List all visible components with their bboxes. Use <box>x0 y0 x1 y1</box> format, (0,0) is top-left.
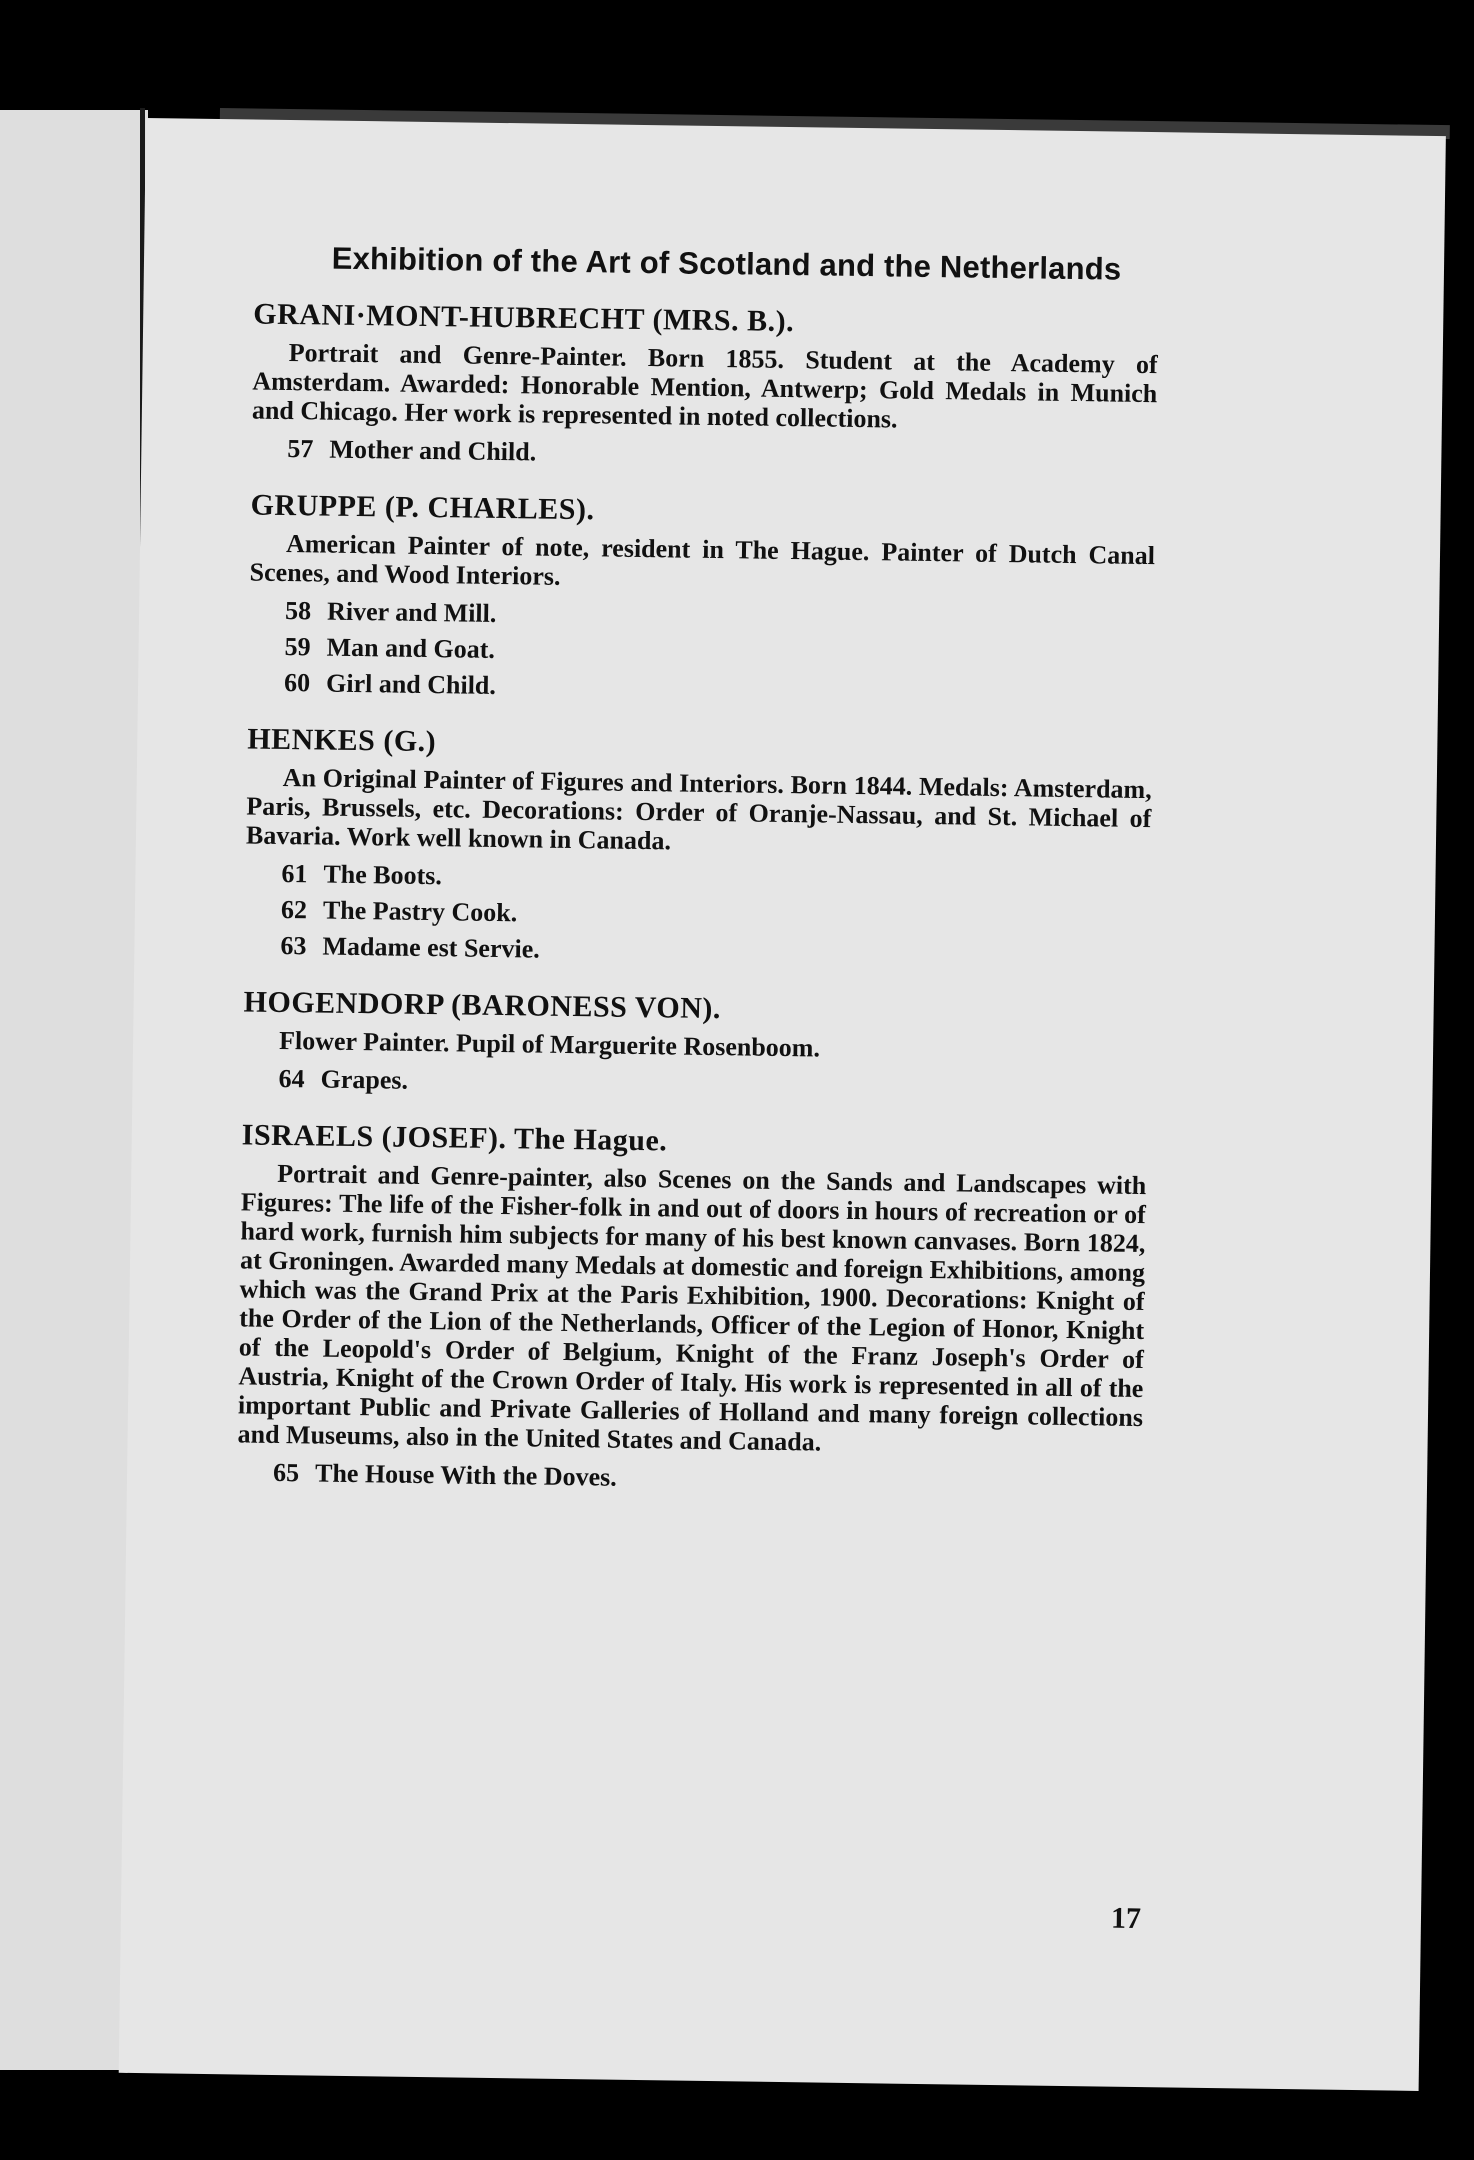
work-item <box>273 1455 1142 1503</box>
artist-name: ISRAELS (JOSEF). The Hague. <box>241 1118 668 1158</box>
works-list <box>237 1454 1142 1503</box>
page-content <box>237 240 1160 1526</box>
artist-bio: An Original Painter of Figures and Interiors. Born 1844. Medals: Amsterdam, Paris, Brussels, etc. Decorations: Order of Oranje-Nassau, and St. Michael of Bavaria. Work well known in Canada. <box>245 762 1152 856</box>
artist-name: GRANI·MONT-HUBRECHT (MRS. B.). <box>253 297 795 339</box>
work-title: Grapes. <box>320 1064 409 1095</box>
artist-entry <box>242 985 1148 1109</box>
artist-name: GRUPPE (P. CHARLES). <box>250 488 595 527</box>
work-title: Mother and Child. <box>329 434 537 467</box>
works-list <box>248 592 1154 713</box>
work-number: 64 <box>278 1063 305 1094</box>
artist-bio: Flower Painter. Pupil of Marguerite Rosenboom. <box>278 1025 821 1063</box>
works-list <box>244 855 1150 976</box>
work-title: The Boots. <box>323 859 443 891</box>
works-list <box>251 431 1156 480</box>
artist-bio: Portrait and Genre-Painter. Born 1855. Student at the Academy of Amsterdam. Awarded: Honorable Mention, Antwerp; Gold Medals in Munich and Chicago. Her work is represented in noted collections. <box>251 338 1158 434</box>
work-title: The House With the Doves. <box>314 1458 617 1492</box>
work-number: 63 <box>280 930 307 961</box>
artist-bio: Portrait and Genre-painter, also Scenes on the Sands and Landscapes with Figures: The life of the Fisher-folk in and out of doors in hours of recreation or of hard work, furnish him subjects for many of his best known canvases. Born 1824, at Groningen. Awarded many Medals at domestic and foreign Exhibitions, among which was the Grand Prix at the Paris Exhibition, 1900. Decorations: Knight of the Order of the Lion of the Netherlands, Officer of the Legion of Honor, Knight of the Leopold's Order of Belgium, Knight of the Franz Joseph's Order of Austria, Knight of the Crown Order of Italy. His work is represented in all of the important Public and Private Galleries of Holland and many foreign collections and Museums, also in the United States and Canada. <box>237 1158 1147 1457</box>
artist-entry <box>237 1118 1147 1503</box>
work-number: 58 <box>284 595 312 626</box>
page-number: 17 <box>1110 1901 1142 1936</box>
work-item <box>278 1061 1147 1109</box>
work-number: 61 <box>281 858 308 889</box>
work-item <box>287 431 1156 479</box>
running-header: Exhibition of the Art of Scotland and the Netherlands <box>331 240 1122 287</box>
work-number: 65 <box>272 1457 300 1488</box>
artist-name: HOGENDORP (BARONESS VON). <box>243 985 722 1026</box>
artist-entry <box>244 722 1152 976</box>
artist-entry <box>248 488 1156 713</box>
work-title: Girl and Child. <box>325 668 497 700</box>
artist-name: HENKES (G.) <box>247 722 437 759</box>
artist-bio: American Painter of note, resident in The Hague. Painter of Dutch Canal Scenes, and Wood Interiors. <box>249 528 1156 591</box>
work-number: 57 <box>287 434 314 464</box>
artist-entry <box>251 298 1158 480</box>
work-title: Madame est Servie. <box>322 931 540 964</box>
catalogue-page <box>119 118 1446 2091</box>
work-number: 60 <box>283 667 311 698</box>
work-title: Man and Goat. <box>326 632 496 664</box>
work-title: River and Mill. <box>326 596 497 628</box>
work-number: 62 <box>280 894 308 925</box>
work-title: The Pastry Cook. <box>322 895 518 928</box>
works-list <box>242 1060 1147 1109</box>
work-number: 59 <box>284 631 311 662</box>
